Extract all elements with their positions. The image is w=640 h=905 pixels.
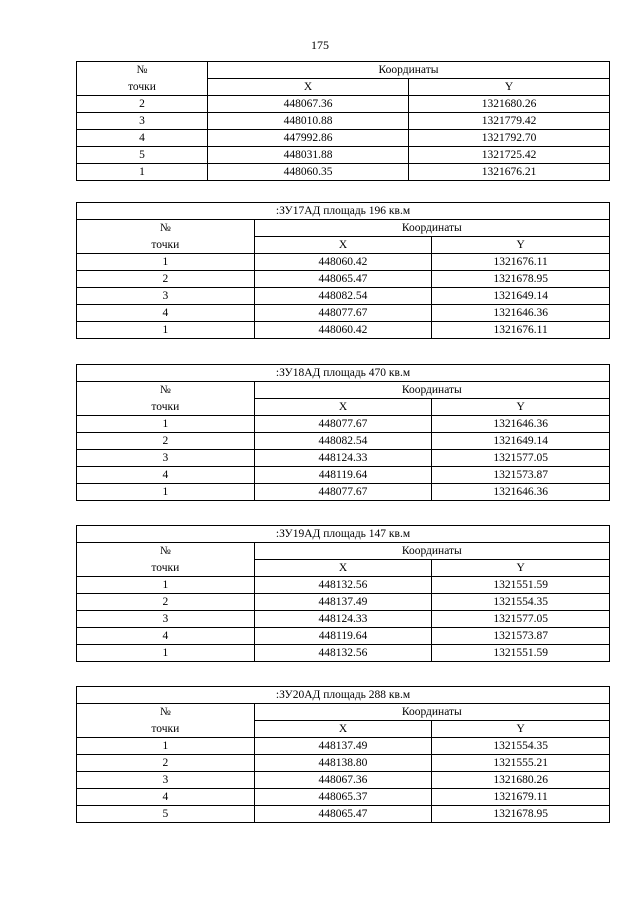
- table-row: [77, 789, 610, 806]
- x-value: 448138.80: [254, 755, 432, 772]
- x-value: 448132.56: [254, 645, 432, 662]
- point-number: 4: [77, 305, 255, 322]
- coordinates-table: [76, 61, 610, 181]
- y-value: 1321649.14: [432, 288, 610, 305]
- y-value: 1321649.14: [432, 433, 610, 450]
- point-number-header-label: точки: [77, 721, 255, 738]
- table-row: [77, 416, 610, 433]
- x-value: 448077.67: [254, 305, 432, 322]
- x-value: 448077.67: [254, 416, 432, 433]
- y-header: Y: [432, 237, 610, 254]
- point-number: 5: [77, 806, 255, 823]
- y-value: 1321678.95: [432, 271, 610, 288]
- x-value: 447992.86: [208, 130, 409, 147]
- point-number: 1: [77, 645, 255, 662]
- point-number: 3: [77, 772, 255, 789]
- y-value: 1321680.26: [432, 772, 610, 789]
- coordinates-table: [76, 525, 610, 662]
- coordinates-header: Координаты: [208, 62, 610, 79]
- point-number-header-label: точки: [77, 79, 208, 96]
- title-row: [77, 365, 610, 382]
- coordinates-table: [76, 202, 610, 339]
- header-row: [77, 399, 610, 416]
- table-row: [77, 450, 610, 467]
- y-value: 1321551.59: [432, 577, 610, 594]
- point-number-header: №: [77, 382, 255, 399]
- point-number: 3: [77, 450, 255, 467]
- table-title: :ЗУ18АД площадь 470 кв.м: [77, 365, 610, 382]
- table-row: [77, 628, 610, 645]
- header-row: [77, 721, 610, 738]
- table-row: [77, 594, 610, 611]
- y-value: 1321577.05: [432, 450, 610, 467]
- x-value: 448010.88: [208, 113, 409, 130]
- x-value: 448060.42: [254, 322, 432, 339]
- y-value: 1321555.21: [432, 755, 610, 772]
- point-number: 4: [77, 467, 255, 484]
- y-value: 1321680.26: [409, 96, 610, 113]
- y-value: 1321725.42: [409, 147, 610, 164]
- table-row: [77, 645, 610, 662]
- y-value: 1321646.36: [432, 484, 610, 501]
- header-row: [77, 237, 610, 254]
- point-number-header: №: [77, 543, 255, 560]
- x-value: 448119.64: [254, 628, 432, 645]
- x-value: 448137.49: [254, 594, 432, 611]
- x-header: X: [208, 79, 409, 96]
- y-value: 1321573.87: [432, 467, 610, 484]
- x-value: 448137.49: [254, 738, 432, 755]
- header-row: [77, 382, 610, 399]
- header-row: [77, 79, 610, 96]
- point-number: 2: [77, 755, 255, 772]
- point-number: 1: [77, 738, 255, 755]
- coordinates-header: Координаты: [254, 704, 609, 721]
- point-number: 3: [77, 288, 255, 305]
- y-value: 1321679.11: [432, 789, 610, 806]
- y-value: 1321573.87: [432, 628, 610, 645]
- y-header: Y: [432, 721, 610, 738]
- table-row: [77, 288, 610, 305]
- x-value: 448119.64: [254, 467, 432, 484]
- header-row: [77, 543, 610, 560]
- point-number: 3: [77, 611, 255, 628]
- x-value: 448031.88: [208, 147, 409, 164]
- x-value: 448132.56: [254, 577, 432, 594]
- table-title: :ЗУ19АД площадь 147 кв.м: [77, 526, 610, 543]
- point-number-header-label: точки: [77, 560, 255, 577]
- table-row: [77, 322, 610, 339]
- title-row: [77, 203, 610, 220]
- point-number: 3: [77, 113, 208, 130]
- point-number-header: №: [77, 220, 255, 237]
- y-value: 1321779.42: [409, 113, 610, 130]
- x-value: 448060.35: [208, 164, 409, 181]
- y-value: 1321676.21: [409, 164, 610, 181]
- point-number: 1: [77, 164, 208, 181]
- header-row: [77, 704, 610, 721]
- table-row: [77, 484, 610, 501]
- coordinates-table: [76, 686, 610, 823]
- table-row: [77, 755, 610, 772]
- x-header: X: [254, 237, 432, 254]
- table-row: [77, 611, 610, 628]
- table-row: [77, 271, 610, 288]
- table-row: [77, 577, 610, 594]
- point-number: 1: [77, 254, 255, 271]
- table-row: [77, 164, 610, 181]
- y-value: 1321646.36: [432, 305, 610, 322]
- x-value: 448077.67: [254, 484, 432, 501]
- x-value: 448065.47: [254, 271, 432, 288]
- y-header: Y: [432, 399, 610, 416]
- page-number: 175: [311, 38, 329, 52]
- header-row: [77, 560, 610, 577]
- table-row: [77, 738, 610, 755]
- point-number: 1: [77, 484, 255, 501]
- point-number-header-label: точки: [77, 399, 255, 416]
- x-header: X: [254, 560, 432, 577]
- y-value: 1321792.70: [409, 130, 610, 147]
- table-row: [77, 254, 610, 271]
- x-value: 448067.36: [254, 772, 432, 789]
- x-header: X: [254, 721, 432, 738]
- x-value: 448124.33: [254, 450, 432, 467]
- point-number: 2: [77, 271, 255, 288]
- point-number-header-label: точки: [77, 237, 255, 254]
- point-number: 4: [77, 789, 255, 806]
- x-value: 448065.47: [254, 806, 432, 823]
- table-row: [77, 433, 610, 450]
- x-header: X: [254, 399, 432, 416]
- table-row: [77, 467, 610, 484]
- y-value: 1321577.05: [432, 611, 610, 628]
- y-value: 1321678.95: [432, 806, 610, 823]
- point-number-header: №: [77, 704, 255, 721]
- table-row: [77, 113, 610, 130]
- header-row: [77, 62, 610, 79]
- point-number: 4: [77, 628, 255, 645]
- x-value: 448082.54: [254, 288, 432, 305]
- header-row: [77, 220, 610, 237]
- point-number: 2: [77, 433, 255, 450]
- table-row: [77, 147, 610, 164]
- table-row: [77, 130, 610, 147]
- x-value: 448060.42: [254, 254, 432, 271]
- point-number: 5: [77, 147, 208, 164]
- y-value: 1321676.11: [432, 254, 610, 271]
- point-number-header: №: [77, 62, 208, 79]
- y-value: 1321554.35: [432, 594, 610, 611]
- y-value: 1321646.36: [432, 416, 610, 433]
- y-header: Y: [409, 79, 610, 96]
- y-header: Y: [432, 560, 610, 577]
- title-row: [77, 687, 610, 704]
- point-number: 2: [77, 96, 208, 113]
- x-value: 448067.36: [208, 96, 409, 113]
- table-title: :ЗУ20АД площадь 288 кв.м: [77, 687, 610, 704]
- table-row: [77, 96, 610, 113]
- x-value: 448082.54: [254, 433, 432, 450]
- title-row: [77, 526, 610, 543]
- table-title: :ЗУ17АД площадь 196 кв.м: [77, 203, 610, 220]
- y-value: 1321554.35: [432, 738, 610, 755]
- x-value: 448065.37: [254, 789, 432, 806]
- coordinates-header: Координаты: [254, 220, 609, 237]
- y-value: 1321551.59: [432, 645, 610, 662]
- table-row: [77, 806, 610, 823]
- coordinates-table: [76, 364, 610, 501]
- coordinates-header: Координаты: [254, 382, 609, 399]
- point-number: 2: [77, 594, 255, 611]
- point-number: 4: [77, 130, 208, 147]
- y-value: 1321676.11: [432, 322, 610, 339]
- point-number: 1: [77, 416, 255, 433]
- coordinates-header: Координаты: [254, 543, 609, 560]
- point-number: 1: [77, 322, 255, 339]
- point-number: 1: [77, 577, 255, 594]
- table-row: [77, 305, 610, 322]
- table-row: [77, 772, 610, 789]
- x-value: 448124.33: [254, 611, 432, 628]
